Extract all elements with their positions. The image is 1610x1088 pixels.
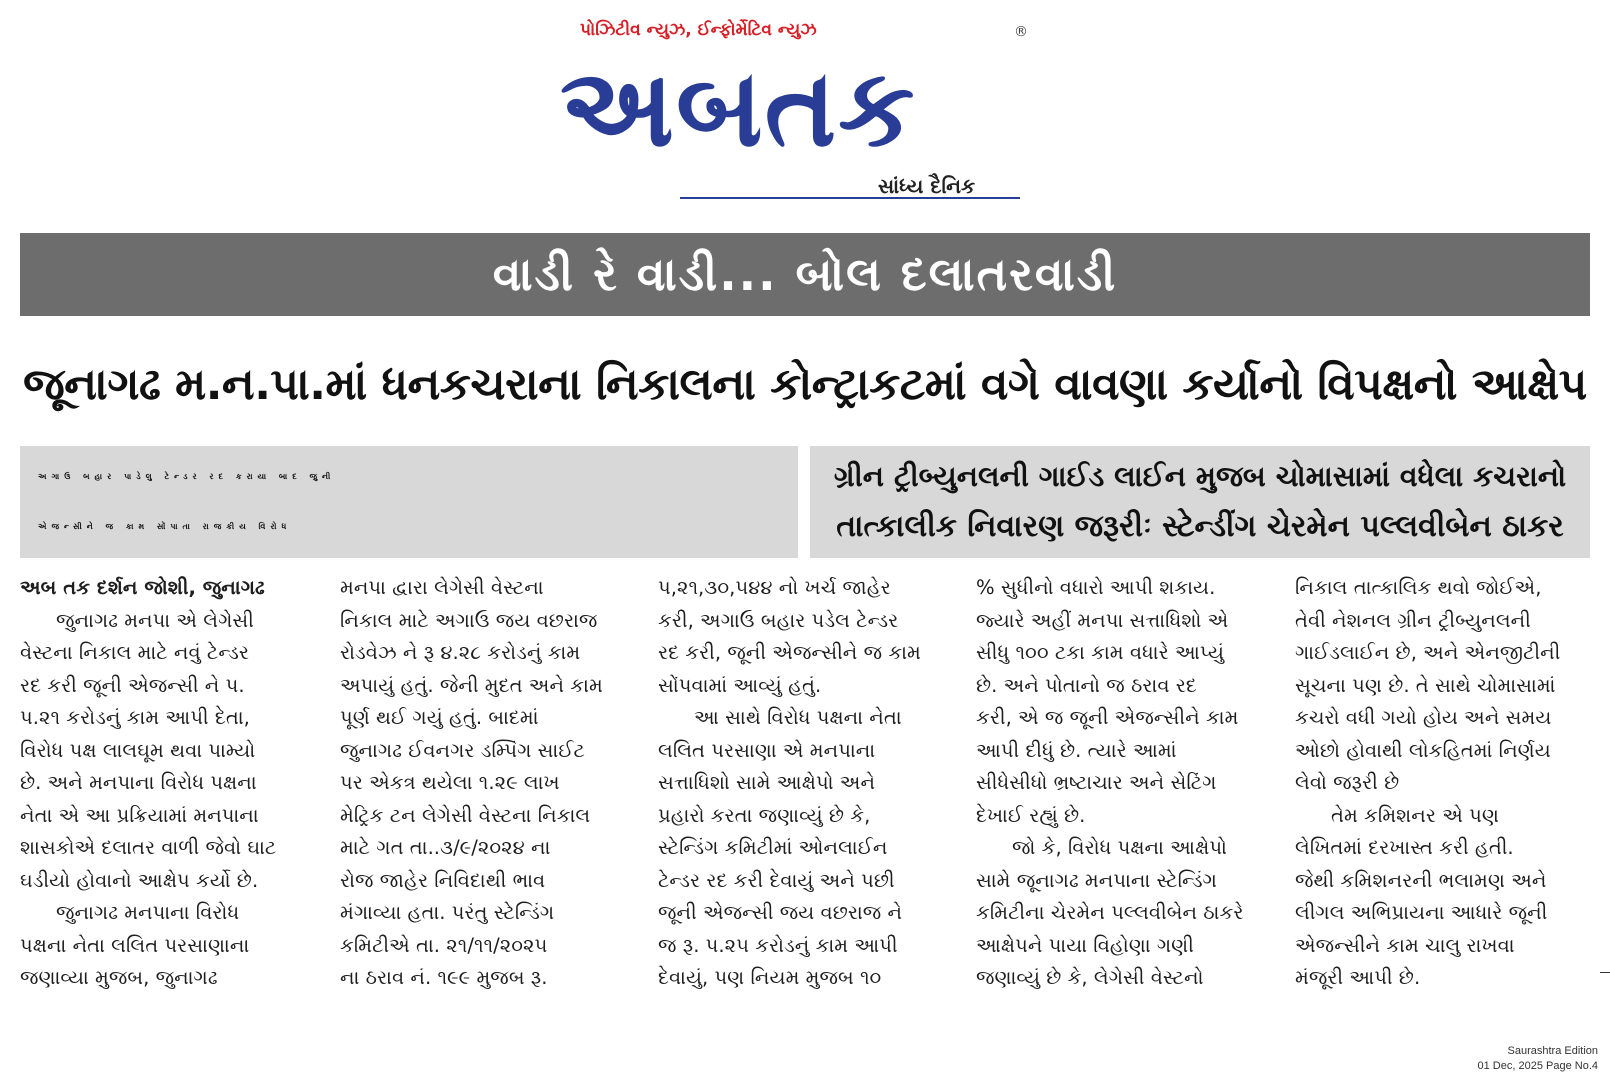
article-line: લેખિતમાં દરખાસ્ત કરી હતી.	[1295, 836, 1514, 859]
subhead-right	[810, 446, 1590, 558]
subhead-line: ગ્રીન ટ્રીબ્યુનલની ગાઈડ લાઈન મુજબ ચોમાસામાં વધેલા કચરાનો	[833, 460, 1567, 493]
article-line: કરી, એ જ જૂની એજન્સીને કામ	[976, 706, 1239, 729]
article-line: લીગલ અભિપ્રાયના આધારે જૂની	[1295, 901, 1548, 924]
article-line: ઓછો હોવાથી લોકહિતમાં નિર્ણય	[1295, 738, 1551, 762]
article-line: સીધુ ૧૦૦ ટકા કામ વધારે આપ્યું	[976, 641, 1225, 664]
article-line: નિકાલ તાત્કાલિક થવો જોઈએ,	[1295, 576, 1542, 599]
article-line: અપાયું હતું. જેની મુદત અને કામ	[340, 673, 603, 697]
article-kicker: વાડી રે વાડી... બોલ દલાતરવાડી	[20, 233, 1590, 316]
article-column-1	[20, 572, 320, 995]
article-line: કચરો વધી ગયો હોય અને સમય	[1295, 706, 1552, 729]
article-line: શાસકોએ દલાતર વાળી જેવો ઘાટ	[20, 836, 277, 859]
article-line: દેખાઈ રહ્યું છે.	[976, 803, 1086, 827]
article-line: ટેન્ડર રદ કરી દેવાયું અને પછી	[658, 868, 895, 892]
article-line: તેવી નેશનલ ગ્રીન ટ્રીબ્યુનલની	[1295, 608, 1531, 632]
article-line: છે. અને મનપાના વિરોધ પક્ષના	[20, 771, 257, 794]
article-line: ગાઈડલાઈન છે, અને એનજીટીની	[1295, 641, 1561, 664]
article-line: તેમ કમિશનર એ પણ	[1331, 803, 1499, 827]
article-line: આપી દીધું છે. ત્યારે આમાં	[976, 738, 1177, 762]
article-line: સૂચના પણ છે. તે સાથે ચોમાસામાં	[1295, 673, 1556, 697]
subhead-line: એજન્સીને જ કામ સોંપાતા રાજકીય વિરોધ	[38, 522, 292, 531]
registered-mark-icon: ®	[1014, 24, 1028, 40]
article-line: જૂની એજન્સી જય વછરાજ ને	[658, 901, 903, 924]
article-line: કમિટીએ તા. ૨૧/૧૧/૨૦૨૫	[340, 933, 548, 957]
article-line: સત્તાધિશો સામે આક્ષેપો અને	[658, 771, 876, 794]
article-line: આ સાથે વિરોધ પક્ષના નેતા	[694, 706, 902, 729]
article-line: સામે જૂનાગઢ મનપાના સ્ટેન્ડિંગ	[976, 868, 1217, 892]
article-line: જ્યારે અહીં મનપા સત્તાધિશો એ	[976, 608, 1229, 632]
subhead-line: અગાઉ બહાર પાડેલુ ટેન્ડર રદ કરાયા બાદ જુની	[38, 472, 336, 481]
article-line: સોંપવામાં આવ્યું હતું.	[658, 673, 822, 697]
cropped-text-strip	[20, 205, 320, 213]
masthead	[560, 14, 1030, 204]
article-line: રોડવેઝ ને રૂ ૪.૨૮ કરોડનું કામ	[340, 641, 581, 664]
byline: અબ તક દર્શન જોશી, જુનાગઢ	[20, 576, 265, 599]
article-line: કરી, અગાઉ બહાર પડેલ ટેન્ડર	[658, 608, 899, 632]
article-line: મંગાવ્યા હતા. પરંતુ સ્ટેન્ડિંગ	[340, 901, 555, 924]
article-line: એજન્સીને કામ ચાલુ રાખવા	[1295, 933, 1515, 957]
article-line: ઘડીયો હોવાનો આક્ષેપ કર્યો છે.	[20, 868, 259, 892]
subhead-left	[20, 446, 798, 558]
article-line: પર એકત્ર થયેલા ૧.૨૯ લાખ	[340, 771, 560, 794]
article-headline: જૂનાગઢ મ.ન.પા.માં ધનકચરાના નિકાલના કોન્ટ્રાકટમાં વગે વાવણા કર્યાનો વિપક્ષનો આક્ષેપ	[23, 358, 1587, 410]
article-line: વિરોધ પક્ષ લાલઘૂમ થવા પામ્યો	[20, 738, 256, 762]
article-line: સીધેસીધો ભ્રષ્ટાચાર અને સેટિંગ	[976, 771, 1217, 794]
article-column-4	[976, 572, 1276, 995]
article-line: જુનાગઢ મનપા એ લેગેસી	[56, 608, 254, 632]
article-line: પ.૨૧ કરોડનું કામ આપી દેતા,	[20, 706, 250, 729]
article-line: વેસ્ટના નિકાલ માટે નવું ટેન્ડર	[20, 641, 250, 664]
article-line: % સુધીનો વધારો આપી શકાય.	[976, 576, 1216, 599]
edition-type-label: સાંધ્ય દૈનિક	[878, 174, 976, 198]
article-line: જો કે, વિરોધ પક્ષના આક્ષેપો	[1012, 836, 1227, 859]
article-line: સ્ટેન્ડિંગ કમિટીમાં ઓનલાઈન	[658, 836, 888, 859]
article-line: નેતા એ આ પ્રક્રિયામાં મનપાના	[20, 803, 259, 827]
article-line: જણાવ્યા મુજબ, જુનાગઢ	[20, 966, 218, 989]
article-line: રદ કરી, જૂની એજન્સીને જ કામ	[658, 641, 921, 664]
article-column-5	[1295, 572, 1595, 995]
article-line: પ,૨૧,૩૦,૫૪૪ નો ખર્ચ જાહેર	[658, 576, 891, 599]
article-line: જુનાગઢ મનપાના વિરોધ	[56, 901, 240, 924]
article-line: નિકાલ માટે અગાઉ જય વછરાજ	[340, 608, 598, 632]
article-line: જુનાગઢ ઈવનગર ડમ્પિંગ સાઈટ	[340, 738, 585, 762]
article-line: રદ કરી જૂની એજન્સી ને પ.	[20, 673, 245, 697]
article-column-3	[658, 572, 958, 995]
article-line: ના ઠરાવ નં. ૧૯૯ મુજબ રૂ.	[340, 966, 548, 989]
article-line: દેવાયું, પણ નિયમ મુજબ ૧૦	[658, 966, 882, 989]
article-line: જણાવ્યું છે કે, લેગેસી વેસ્ટનો	[976, 966, 1204, 989]
margin-mark	[1600, 972, 1610, 973]
article-line: કમિટીના ચેરમેન પલ્લવીબેન ઠાકરે	[976, 901, 1244, 924]
article-line: રોજ જાહેર નિવિદાથી ભાવ	[340, 868, 546, 892]
newspaper-logo: અબતક	[560, 46, 917, 171]
date-page-number: 01 Dec, 2025 Page No.4	[1477, 1060, 1598, 1072]
article-line: જ રૂ. પ.૨૫ કરોડનું કામ આપી	[658, 933, 898, 957]
subhead-line: તાત્કાલીક નિવારણ જરૂરીઃ સ્ટેન્ડીંગ ચેરમેન પલ્લવીબેન ઠાકર	[836, 509, 1564, 544]
article-line: આક્ષેપને પાયા વિહોણા ગણી	[976, 933, 1194, 957]
page-footer	[1478, 1044, 1598, 1074]
article-column-2	[340, 572, 640, 995]
article-line: લલિત પરસાણા એ મનપાના	[658, 738, 876, 762]
edition-name: Saurashtra Edition	[1507, 1045, 1598, 1057]
article-line: પૂર્ણ થઈ ગયું હતું. બાદમાં	[340, 706, 539, 729]
article-line: મંજૂરી આપી છે.	[1295, 966, 1421, 989]
article-line: જેથી કમિશનરની ભલામણ અને	[1295, 868, 1547, 892]
article-line: માટે ગત તા..૩/૯/૨૦૨૪ ના	[340, 836, 551, 859]
article-line: મનપા દ્વારા લેગેસી વેસ્ટના	[340, 576, 544, 599]
article-line: પક્ષના નેતા લલિત પરસાણાના	[20, 933, 250, 957]
article-line: મેટ્રિક ટન લેગેસી વેસ્ટના નિકાલ	[340, 803, 591, 827]
masthead-tagline: પોઝિટીવ ન્યુઝ, ઈન્ફોર્મેટિવ ન્યુઝ	[580, 20, 817, 40]
article-line: લેવો જરૂરી છે	[1295, 771, 1400, 794]
article-line: છે. અને પોતાનો જ ઠરાવ રદ	[976, 673, 1197, 697]
article-line: પ્રહારો કરતા જણાવ્યું છે કે,	[658, 803, 871, 827]
